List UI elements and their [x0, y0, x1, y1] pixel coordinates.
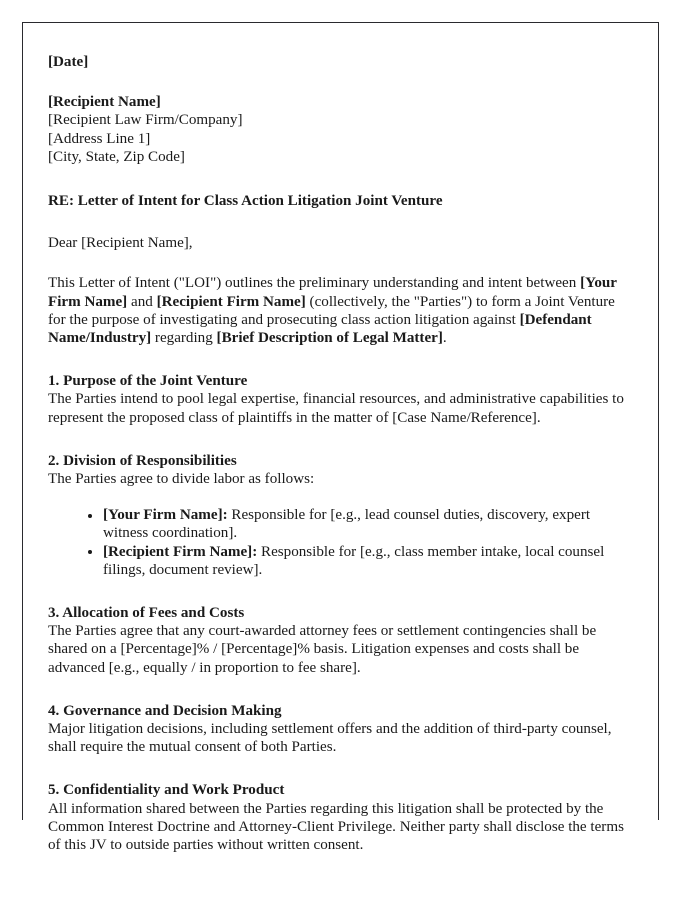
section-division-of-responsibilities — [48, 452, 634, 579]
recipient-firm-name-placeholder: [Recipient Firm Name] — [156, 293, 306, 310]
recipient-address-line-1: [Address Line 1] — [48, 130, 151, 147]
list-item-text: Responsible for [e.g., lead counsel duties, discovery, expert witness coordination]. — [103, 507, 591, 542]
section-heading: 3. Allocation of Fees and Costs — [48, 605, 245, 622]
re-subject-line: RE: Letter of Intent for Class Action Litigation Joint Venture — [48, 193, 443, 210]
section-confidentiality — [48, 781, 634, 854]
section-body: The Parties agree that any court-awarded attorney fees or settlement contingencies shall be shared on a [Percentage]% / [Percentage]% basis. Litigation expenses and costs shall be advanced [e.g., equally / in proportion to fee share]. — [48, 623, 597, 676]
section-allocation-of-fees — [48, 604, 634, 677]
section-governance — [48, 702, 634, 757]
recipient-city-state-zip: [City, State, Zip Code] — [48, 148, 185, 165]
list-item — [88, 543, 634, 579]
intro-text-4: regarding — [151, 330, 217, 347]
section-heading: 1. Purpose of the Joint Venture — [48, 373, 248, 390]
intro-text-5: . — [442, 330, 447, 347]
section-body: Major litigation decisions, including settlement offers and the addition of third-party counsel, shall require the mutual consent of both Parties. — [48, 721, 612, 756]
document-body — [23, 23, 658, 854]
defendant-name-placeholder: [Defendant Name/Industry] — [48, 311, 592, 347]
intro-text-1: This Letter of Intent ("LOI") outlines the preliminary understanding and intent between — [48, 275, 581, 292]
recipient-name: [Recipient Name] — [48, 94, 161, 111]
section-purpose — [48, 372, 634, 427]
list-item-text: Responsible for [e.g., class member intake, local counsel filings, document review]. — [103, 543, 605, 578]
intro-text-3: (collectively, the "Parties") to form a Joint Venture for the purpose of investigating and prosecuting class action litigation against — [48, 293, 615, 328]
list-item — [88, 506, 634, 542]
section-heading: 2. Division of Responsibilities — [48, 452, 237, 469]
intro-paragraph — [48, 274, 634, 347]
recipient-address-block — [48, 93, 634, 166]
bullet-icon — [88, 514, 92, 518]
intro-text-2: and — [127, 293, 157, 310]
legal-matter-placeholder: [Brief Description of Legal Matter] — [216, 330, 443, 347]
section-heading: 4. Governance and Decision Making — [48, 702, 282, 719]
salutation: Dear [Recipient Name], — [48, 235, 193, 252]
list-item-label: [Your Firm Name]: — [103, 507, 228, 524]
section-body: The Parties agree to divide labor as follows: — [48, 471, 315, 488]
your-firm-name-placeholder: [Your Firm Name] — [48, 275, 617, 310]
section-heading: 5. Confidentiality and Work Product — [48, 782, 285, 799]
section-body: All information shared between the Parties regarding this litigation shall be protected by the Common Interest Doctrine and Attorney-Client Privilege. Neither party shall disclose the terms of this JV to outside parties without written consent. — [48, 800, 624, 854]
date-placeholder: [Date] — [48, 54, 89, 70]
responsibilities-list — [48, 506, 634, 579]
document-page — [22, 22, 659, 854]
section-body: The Parties intend to pool legal expertise, financial resources, and administrative capabilities to represent the proposed class of plaintiffs in the matter of [Case Name/Reference]. — [48, 391, 624, 426]
list-item-label: [Recipient Firm Name]: — [103, 543, 258, 560]
bullet-icon — [88, 550, 92, 554]
recipient-firm: [Recipient Law Firm/Company] — [48, 112, 243, 129]
